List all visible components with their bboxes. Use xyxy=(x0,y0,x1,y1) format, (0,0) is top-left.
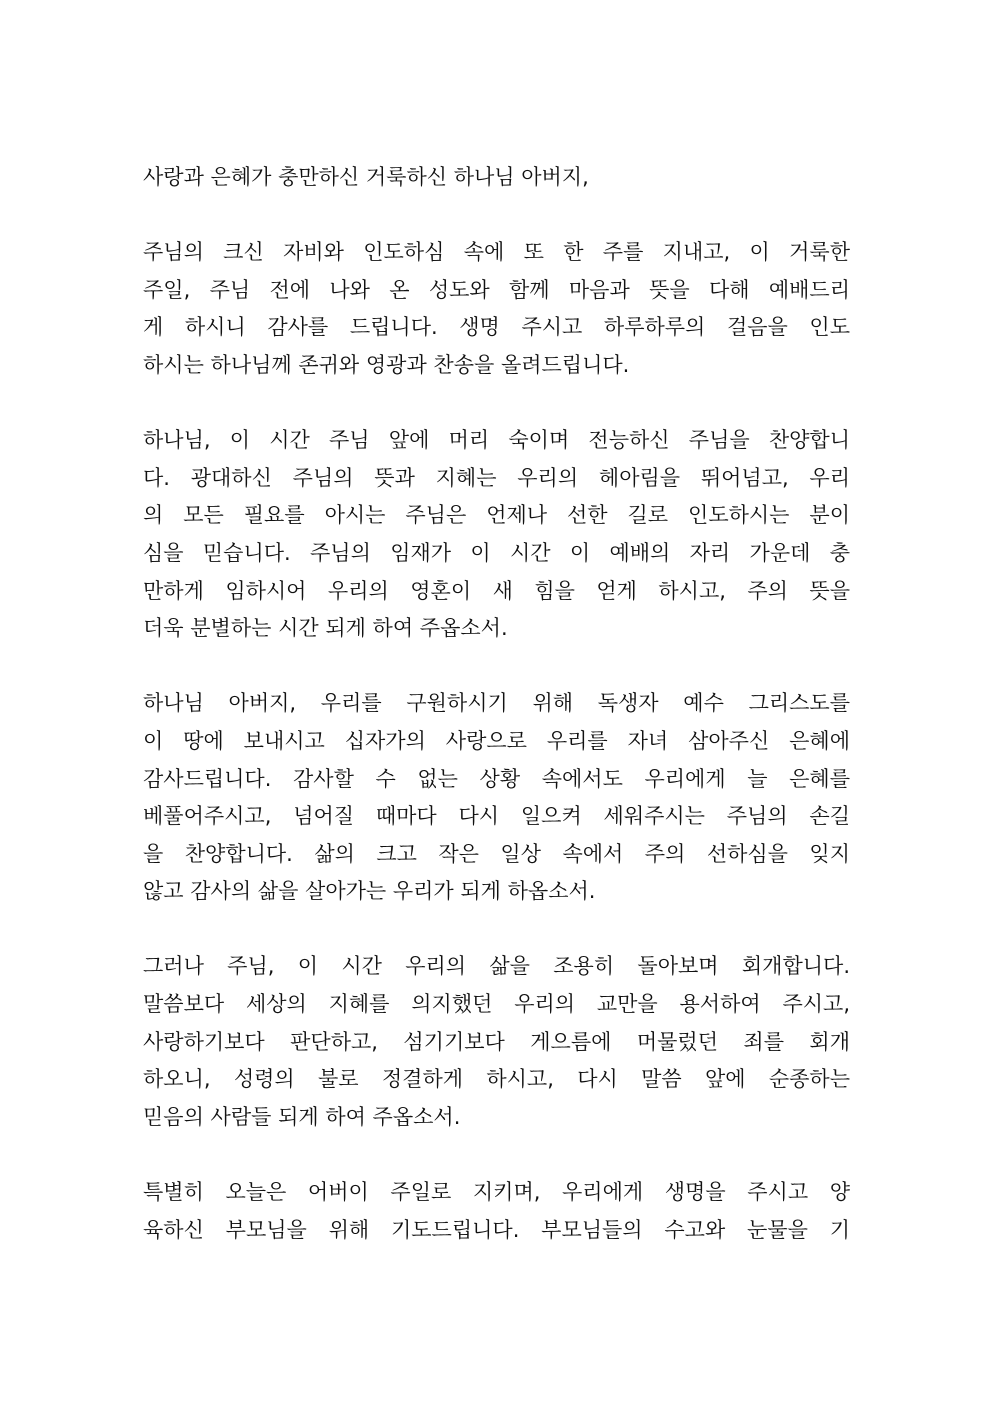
text-line: 믿음의 사람들 되게 하여 주옵소서. xyxy=(143,1104,461,1129)
text-line: 더욱 분별하는 시간 되게 하여 주옵소서. xyxy=(143,616,508,641)
text-line: 하시는 하나님께 존귀와 영광과 찬송을 올려드립니다. xyxy=(143,352,630,377)
paragraph-parents xyxy=(143,1174,850,1249)
paragraph-praise xyxy=(143,422,850,648)
text-line: 게 하시니 감사를 드립니다. 생명 주시고 하루하루의 걸음을 인도 xyxy=(143,315,850,340)
text-line: 주님의 크신 자비와 인도하심 속에 또 한 주를 지내고, 이 거룩한 xyxy=(143,240,850,265)
text-line: 하나님, 이 시간 주님 앞에 머리 숙이며 전능하신 주님을 찬양합니 xyxy=(143,428,850,453)
text-line: 특별히 오늘은 어버이 주일로 지키며, 우리에게 생명을 주시고 양 xyxy=(143,1180,850,1205)
paragraph-repentance xyxy=(143,948,850,1136)
text-line: 육하신 부모님을 위해 기도드립니다. 부모님들의 수고와 눈물을 기 xyxy=(143,1217,850,1242)
text-line: 이 땅에 보내시고 십자가의 사랑으로 우리를 자녀 삼아주신 은혜에 xyxy=(143,728,850,753)
text-line: 말씀보다 세상의 지혜를 의지했던 우리의 교만을 용서하여 주시고, xyxy=(143,992,850,1017)
text-line: 만하게 임하시어 우리의 영혼이 새 힘을 얻게 하시고, 주의 뜻을 xyxy=(143,578,850,603)
text-line: 감사드립니다. 감사할 수 없는 상황 속에서도 우리에게 늘 은혜를 xyxy=(143,766,850,791)
text-line: 하오니, 성령의 불로 정결하게 하시고, 다시 말씀 앞에 순종하는 xyxy=(143,1067,850,1092)
text-line: 주일, 주님 전에 나와 온 성도와 함께 마음과 뜻을 다해 예배드리 xyxy=(143,277,850,302)
paragraph-thanksgiving xyxy=(143,234,850,384)
text-line: 을 찬양합니다. 삶의 크고 작은 일상 속에서 주의 선하심을 잊지 xyxy=(143,841,850,866)
text-line: 심을 믿습니다. 주님의 임재가 이 시간 이 예배의 자리 가운데 충 xyxy=(143,540,850,565)
salutation-paragraph xyxy=(143,159,850,197)
salutation-line: 사랑과 은혜가 충만하신 거룩하신 하나님 아버지, xyxy=(143,165,589,189)
text-line: 사랑하기보다 판단하고, 섬기기보다 게으름에 머물렀던 죄를 회개 xyxy=(143,1029,850,1054)
paragraph-salvation xyxy=(143,685,850,911)
text-line: 하나님 아버지, 우리를 구원하시기 위해 독생자 예수 그리스도를 xyxy=(143,691,850,716)
text-line: 그러나 주님, 이 시간 우리의 삶을 조용히 돌아보며 회개합니다. xyxy=(143,954,850,979)
text-line: 다. 광대하신 주님의 뜻과 지혜는 우리의 헤아림을 뛰어넘고, 우리 xyxy=(143,465,850,490)
text-line: 않고 감사의 삶을 살아가는 우리가 되게 하옵소서. xyxy=(143,879,596,904)
prayer-text-body xyxy=(143,159,850,1287)
text-line: 베풀어주시고, 넘어질 때마다 다시 일으켜 세워주시는 주님의 손길 xyxy=(143,804,850,829)
text-line: 의 모든 필요를 아시는 주님은 언제나 선한 길로 인도하시는 분이 xyxy=(143,503,850,528)
